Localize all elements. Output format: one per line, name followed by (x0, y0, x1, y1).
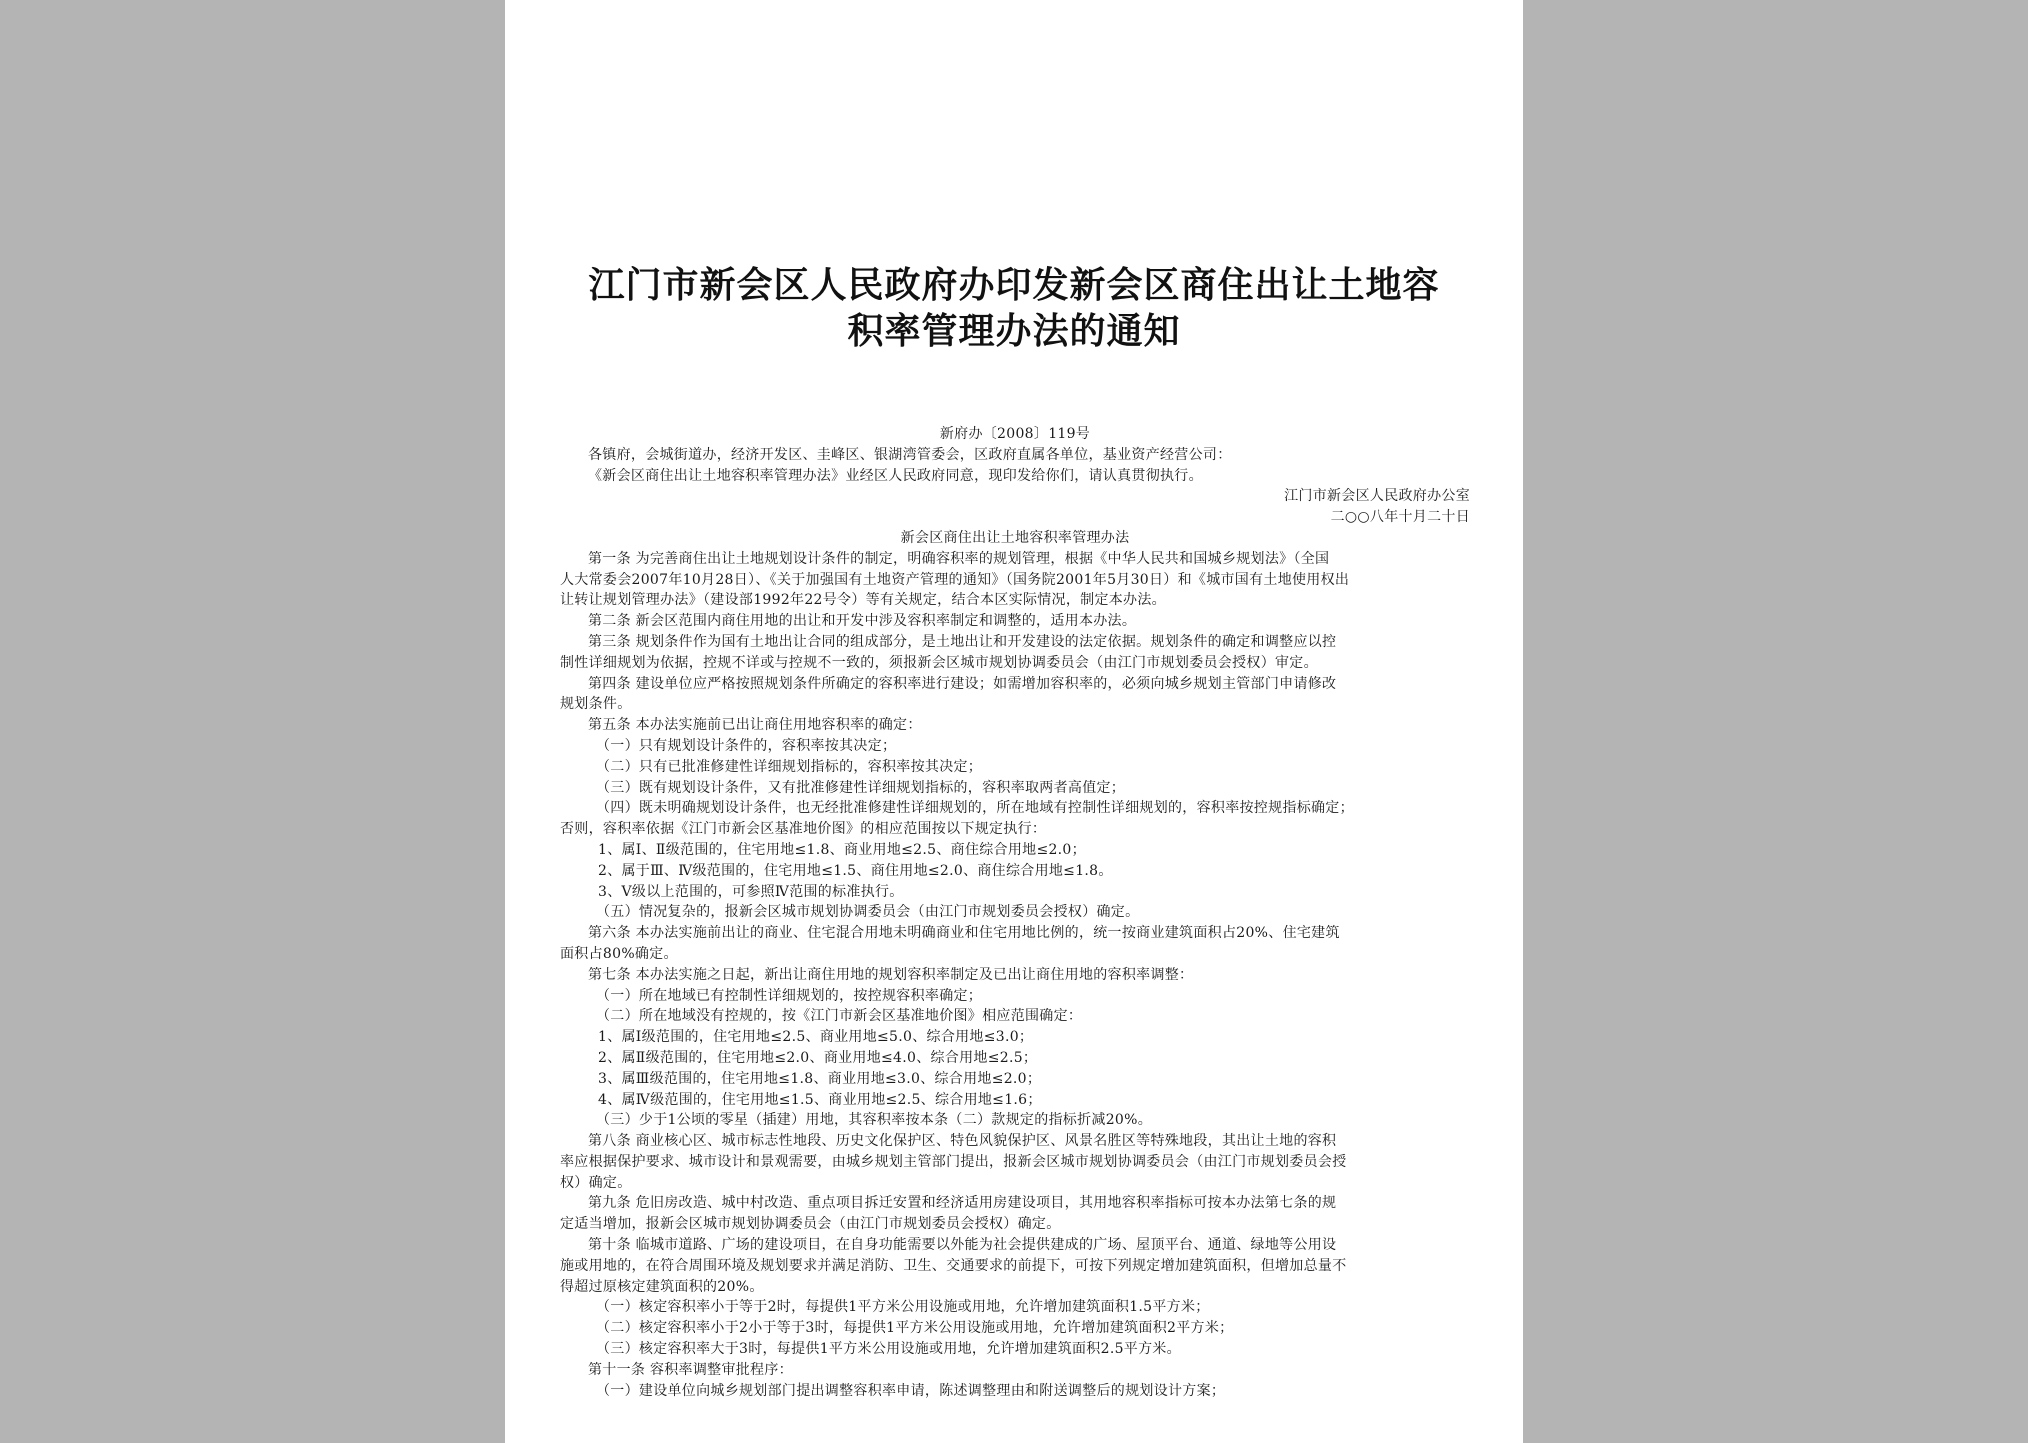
body-line: （一）核定容积率小于等于2时，每提供1平方米公用设施或用地，允许增加建筑面积1.5平方米； (596, 1299, 1210, 1316)
body-line: 第二条 新会区范围内商住用地的出让和开发中涉及容积率制定和调整的，适用本办法。 (588, 613, 1137, 630)
body-line: 3、Ⅴ级以上范围的，可参照Ⅳ范围的标准执行。 (598, 883, 904, 900)
body-line: 第十条 临城市道路、广场的建设项目，在自身功能需要以外能为社会提供建成的广场、屋顶平台、通道、绿地等公用设 (588, 1237, 1337, 1254)
body-line: 第三条 规划条件作为国有土地出让合同的组成部分，是土地出让和开发建设的法定依据。规划条件的确定和调整应以控 (588, 633, 1337, 650)
issuer: 江门市新会区人民政府办公室 (1284, 488, 1470, 505)
body-line: 否则，容积率依据《江门市新会区基准地价图》的相应范围按以下规定执行： (560, 821, 1047, 838)
body-line: 人大常委会2007年10月28日）、《关于加强国有土地资产管理的通知》（国务院2001年5月30日）和《城市国有土地使用权出 (560, 571, 1350, 588)
body-line: 得超过原核定建筑面积的20%。 (560, 1278, 764, 1295)
doc-number: 新府办〔2008〕119号 (939, 426, 1091, 442)
body-line: 1、属Ⅰ级范围的，住宅用地≤2.5、商业用地≤5.0、综合用地≤3.0； (598, 1029, 1034, 1046)
body-line: （一）只有规划设计条件的，容积率按其决定； (596, 737, 897, 754)
body-line: 面积占80%确定。 (560, 945, 678, 962)
body-line: （三）核定容积率大于3时，每提供1平方米公用设施或用地，允许增加建筑面积2.5平方米。 (596, 1341, 1181, 1358)
body-line: 施或用地的，在符合周围环境及规划要求并满足消防、卫生、交通要求的前提下，可按下列规定增加建筑面积，但增加总量不 (560, 1257, 1347, 1274)
title-line-1: 江门市新会区人民政府办印发新会区商住出让土地容 (588, 264, 1440, 306)
body-line: （一）建设单位向城乡规划部门提出调整容积率申请，陈述调整理由和附送调整后的规划设计方案； (596, 1382, 1226, 1399)
body-line: 第九条 危旧房改造、城中村改造、重点项目拆迁安置和经济适用房建设项目，其用地容积率指标可按本办法第七条的规 (588, 1195, 1337, 1212)
body-line: 权）确定。 (560, 1174, 632, 1191)
body-line: （二）核定容积率小于2小于等于3时，每提供1平方米公用设施或用地，允许增加建筑面积2平方米； (596, 1320, 1234, 1337)
body-line: 让转让规划管理办法》（建设部1992年22号令）等有关规定，结合本区实际情况，制定本办法。 (560, 592, 1166, 609)
document-page (505, 0, 1523, 1443)
body-line: 定适当增加，报新会区城市规划协调委员会（由江门市规划委员会授权）确定。 (560, 1216, 1061, 1233)
body-line: （二）所在地域没有控规的，按《江门市新会区基准地价图》相应范围确定： (596, 1008, 1083, 1025)
body-line: 第一条 为完善商住出让土地规划设计条件的制定，明确容积率的规划管理，根据《中华人民共和国城乡规划法》（全国 (588, 550, 1330, 567)
body-line: 第六条 本办法实施前出让的商业、住宅混合用地未明确商业和住宅用地比例的，统一按商业建筑面积占20%、住宅建筑 (588, 925, 1340, 942)
body-line: 3、属Ⅲ级范围的，住宅用地≤1.8、商业用地≤3.0、综合用地≤2.0； (598, 1070, 1042, 1087)
body-line: 第五条 本办法实施前已出让商住用地容积率的确定： (588, 717, 922, 734)
body-line: （二）只有已批准修建性详细规划指标的，容积率按其决定； (596, 758, 983, 775)
body-line: 2、属Ⅱ级范围的，住宅用地≤2.0、商业用地≤4.0、综合用地≤2.5； (598, 1049, 1038, 1066)
body-line: 第八条 商业核心区、城市标志性地段、历史文化保护区、特色风貌保护区、风景名胜区等特殊地段，其出让土地的容积 (588, 1133, 1337, 1150)
document-title (505, 262, 1523, 354)
title-line-2: 积率管理办法的通知 (847, 310, 1181, 352)
body-line: （一）所在地域已有控制性详细规划的，按控规容积率确定； (596, 987, 983, 1004)
issue-date: 二○○八年十月二十日 (1330, 509, 1470, 526)
body-line: 率应根据保护要求、城市设计和景观需要，由城乡规划主管部门提出，报新会区城市规划协调委员会（由江门市规划委员会授 (560, 1153, 1347, 1170)
body-line: 第四条 建设单位应严格按照规划条件所确定的容积率进行建设；如需增加容积率的，必须向城乡规划主管部门申请修改 (588, 675, 1337, 692)
body-line: 制性详细规划为依据，控规不详或与控规不一致的，须报新会区城市规划协调委员会（由江门市规划委员会授权）审定。 (560, 654, 1318, 671)
body-line: 第七条 本办法实施之日起，新出让商住用地的规划容积率制定及已出让商住用地的容积率调整： (588, 966, 1194, 983)
body-line: （五）情况复杂的，报新会区城市规划协调委员会（由江门市规划委员会授权）确定。 (596, 904, 1140, 921)
body-line: 4、属Ⅳ级范围的，住宅用地≤1.5、商业用地≤2.5、综合用地≤1.6； (598, 1091, 1042, 1108)
document-body (560, 424, 1470, 1401)
body-line: 1、属Ⅰ、Ⅱ级范围的，住宅用地≤1.8、商业用地≤2.5、商住综合用地≤2.0； (598, 841, 1086, 858)
body-line: （三）少于1公顷的零星（插建）用地，其容积率按本条（二）款规定的指标折减20%。 (596, 1112, 1153, 1129)
recipients: 各镇府，会城街道办，经济开发区、圭峰区、银湖湾管委会，区政府直属各单位，基业资产经营公司： (588, 446, 1232, 463)
body-line: 第十一条 容积率调整审批程序： (588, 1361, 793, 1378)
body-line: 2、属于Ⅲ、Ⅳ级范围的，住宅用地≤1.5、商住用地≤2.0、商住综合用地≤1.8。 (598, 862, 1113, 879)
body-line: 规划条件。 (560, 696, 632, 713)
notice-text: 《新会区商住出让土地容积率管理办法》业经区人民政府同意，现印发给你们，请认真贯彻执行。 (588, 467, 1203, 484)
body-line: （三）既有规划设计条件，又有批准修建性详细规划指标的，容积率取两者高值定； (596, 779, 1126, 796)
body-line: （四）既未明确规划设计条件，也无经批准修建性详细规划的，所在地域有控制性详细规划的，容积率按控规指标确定； (596, 800, 1354, 817)
measures-title: 新会区商住出让土地容积率管理办法 (900, 529, 1130, 546)
